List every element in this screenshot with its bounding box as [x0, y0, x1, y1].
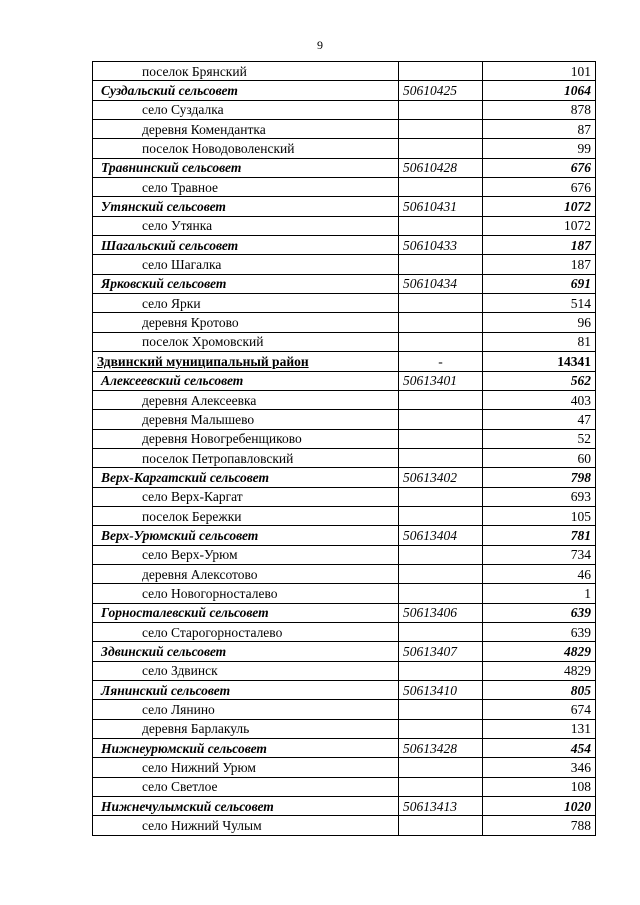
settlement-name: деревня Барлакуль [93, 719, 399, 738]
settlement-row [93, 429, 596, 448]
population-count: 454 [483, 739, 596, 758]
settlement-name: село Суздалка [93, 100, 399, 119]
settlement-row [93, 313, 596, 332]
settlement-row [93, 120, 596, 139]
oktmo-code [399, 390, 483, 409]
settlement-name: поселок Хромовский [93, 332, 399, 351]
oktmo-code [399, 216, 483, 235]
oktmo-code [399, 622, 483, 641]
population-count: 99 [483, 139, 596, 158]
oktmo-code [399, 661, 483, 680]
settlement-row [93, 255, 596, 274]
settlement-row [93, 100, 596, 119]
population-count: 878 [483, 100, 596, 119]
council-name: Алексеевский сельсовет [93, 371, 399, 390]
population-count: 14341 [483, 352, 596, 371]
settlement-name: село Травное [93, 178, 399, 197]
settlement-name: деревня Кротово [93, 313, 399, 332]
council-name: Горносталевский сельсовет [93, 603, 399, 622]
council-row [93, 158, 596, 177]
settlement-row [93, 216, 596, 235]
oktmo-code: 50610431 [399, 197, 483, 216]
population-count: 676 [483, 158, 596, 177]
population-count: 562 [483, 371, 596, 390]
population-count: 639 [483, 603, 596, 622]
settlement-name: поселок Брянский [93, 62, 399, 81]
settlement-name: деревня Алексеевка [93, 390, 399, 409]
district-row [93, 352, 596, 371]
population-count: 1064 [483, 81, 596, 100]
settlement-row [93, 661, 596, 680]
oktmo-code [399, 332, 483, 351]
oktmo-code: 50613413 [399, 797, 483, 816]
settlement-name: поселок Петропавловский [93, 448, 399, 467]
settlement-row [93, 448, 596, 467]
council-row [93, 739, 596, 758]
population-count: 4829 [483, 642, 596, 661]
population-count: 734 [483, 545, 596, 564]
population-count: 101 [483, 62, 596, 81]
population-count: 805 [483, 681, 596, 700]
oktmo-code: 50613406 [399, 603, 483, 622]
oktmo-code [399, 700, 483, 719]
settlement-name: деревня Малышево [93, 410, 399, 429]
population-count: 47 [483, 410, 596, 429]
settlement-name: село Верх-Урюм [93, 545, 399, 564]
settlement-name: село Лянино [93, 700, 399, 719]
population-count: 87 [483, 120, 596, 139]
population-count: 46 [483, 564, 596, 583]
settlement-name: село Нижний Чулым [93, 816, 399, 835]
population-count: 187 [483, 255, 596, 274]
council-name: Суздальский сельсовет [93, 81, 399, 100]
settlement-name: деревня Алексотово [93, 564, 399, 583]
population-count: 676 [483, 178, 596, 197]
oktmo-code: - [399, 352, 483, 371]
population-count: 674 [483, 700, 596, 719]
settlement-row [93, 390, 596, 409]
oktmo-code: 50613428 [399, 739, 483, 758]
population-count: 1 [483, 584, 596, 603]
page-number: 9 [317, 38, 323, 52]
population-count: 693 [483, 487, 596, 506]
district-name: Здвинский муниципальный район [93, 352, 399, 371]
settlement-row [93, 777, 596, 796]
settlement-row [93, 700, 596, 719]
oktmo-code: 50613407 [399, 642, 483, 661]
settlement-name: село Ярки [93, 294, 399, 313]
council-row [93, 468, 596, 487]
oktmo-code [399, 62, 483, 81]
oktmo-code: 50610434 [399, 274, 483, 293]
council-row [93, 797, 596, 816]
population-count: 81 [483, 332, 596, 351]
council-row [93, 603, 596, 622]
settlement-name: село Старогорносталево [93, 622, 399, 641]
settlement-row [93, 139, 596, 158]
population-count: 96 [483, 313, 596, 332]
council-name: Травнинский сельсовет [93, 158, 399, 177]
oktmo-code [399, 487, 483, 506]
population-count: 187 [483, 236, 596, 255]
oktmo-code [399, 313, 483, 332]
oktmo-code [399, 506, 483, 525]
settlement-name: село Шагалка [93, 255, 399, 274]
population-count: 403 [483, 390, 596, 409]
settlement-row [93, 622, 596, 641]
council-name: Утянский сельсовет [93, 197, 399, 216]
council-name: Верх-Урюмский сельсовет [93, 526, 399, 545]
population-count: 346 [483, 758, 596, 777]
council-row [93, 236, 596, 255]
oktmo-code: 50610428 [399, 158, 483, 177]
settlement-row [93, 564, 596, 583]
settlement-row [93, 294, 596, 313]
population-count: 4829 [483, 661, 596, 680]
oktmo-code: 50613401 [399, 371, 483, 390]
council-row [93, 642, 596, 661]
settlement-row [93, 410, 596, 429]
council-row [93, 371, 596, 390]
oktmo-code [399, 139, 483, 158]
oktmo-code [399, 255, 483, 274]
oktmo-code [399, 564, 483, 583]
settlement-name: деревня Новогребенщиково [93, 429, 399, 448]
settlement-name: поселок Новодоволенский [93, 139, 399, 158]
settlement-row [93, 545, 596, 564]
oktmo-code [399, 816, 483, 835]
settlement-name: поселок Бережки [93, 506, 399, 525]
oktmo-code [399, 120, 483, 139]
settlement-row [93, 178, 596, 197]
population-count: 781 [483, 526, 596, 545]
council-row [93, 526, 596, 545]
population-count: 60 [483, 448, 596, 467]
settlement-name: село Нижний Урюм [93, 758, 399, 777]
oktmo-code: 50613410 [399, 681, 483, 700]
oktmo-code [399, 429, 483, 448]
settlement-row [93, 506, 596, 525]
population-count: 1072 [483, 197, 596, 216]
settlement-row [93, 487, 596, 506]
table-body [93, 62, 596, 836]
settlement-row [93, 758, 596, 777]
council-name: Верх-Каргатский сельсовет [93, 468, 399, 487]
settlement-row [93, 719, 596, 738]
settlement-row [93, 584, 596, 603]
oktmo-code [399, 448, 483, 467]
oktmo-code: 50610425 [399, 81, 483, 100]
settlement-name: село Здвинск [93, 661, 399, 680]
population-count: 798 [483, 468, 596, 487]
council-row [93, 197, 596, 216]
oktmo-code [399, 584, 483, 603]
oktmo-code [399, 758, 483, 777]
council-row [93, 681, 596, 700]
settlement-name: село Новогорносталево [93, 584, 399, 603]
oktmo-code: 50613402 [399, 468, 483, 487]
settlement-row [93, 816, 596, 835]
council-name: Ярковский сельсовет [93, 274, 399, 293]
settlement-name: село Утянка [93, 216, 399, 235]
oktmo-code [399, 777, 483, 796]
population-count: 131 [483, 719, 596, 738]
settlement-row [93, 62, 596, 81]
council-name: Шагальский сельсовет [93, 236, 399, 255]
oktmo-code [399, 178, 483, 197]
population-count: 1072 [483, 216, 596, 235]
population-count: 52 [483, 429, 596, 448]
council-name: Нижнеурюмский сельсовет [93, 739, 399, 758]
council-name: Лянинский сельсовет [93, 681, 399, 700]
population-count: 691 [483, 274, 596, 293]
oktmo-code: 50610433 [399, 236, 483, 255]
population-count: 108 [483, 777, 596, 796]
population-count: 514 [483, 294, 596, 313]
oktmo-code [399, 294, 483, 313]
settlement-population-table [92, 61, 596, 836]
oktmo-code [399, 410, 483, 429]
population-count: 639 [483, 622, 596, 641]
council-row [93, 274, 596, 293]
council-name: Нижнечулымский сельсовет [93, 797, 399, 816]
settlement-name: деревня Комендантка [93, 120, 399, 139]
council-name: Здвинский сельсовет [93, 642, 399, 661]
oktmo-code [399, 545, 483, 564]
settlement-name: село Светлое [93, 777, 399, 796]
council-row [93, 81, 596, 100]
oktmo-code [399, 719, 483, 738]
settlement-name: село Верх-Каргат [93, 487, 399, 506]
population-count: 1020 [483, 797, 596, 816]
settlement-row [93, 332, 596, 351]
population-count: 788 [483, 816, 596, 835]
oktmo-code: 50613404 [399, 526, 483, 545]
oktmo-code [399, 100, 483, 119]
population-count: 105 [483, 506, 596, 525]
